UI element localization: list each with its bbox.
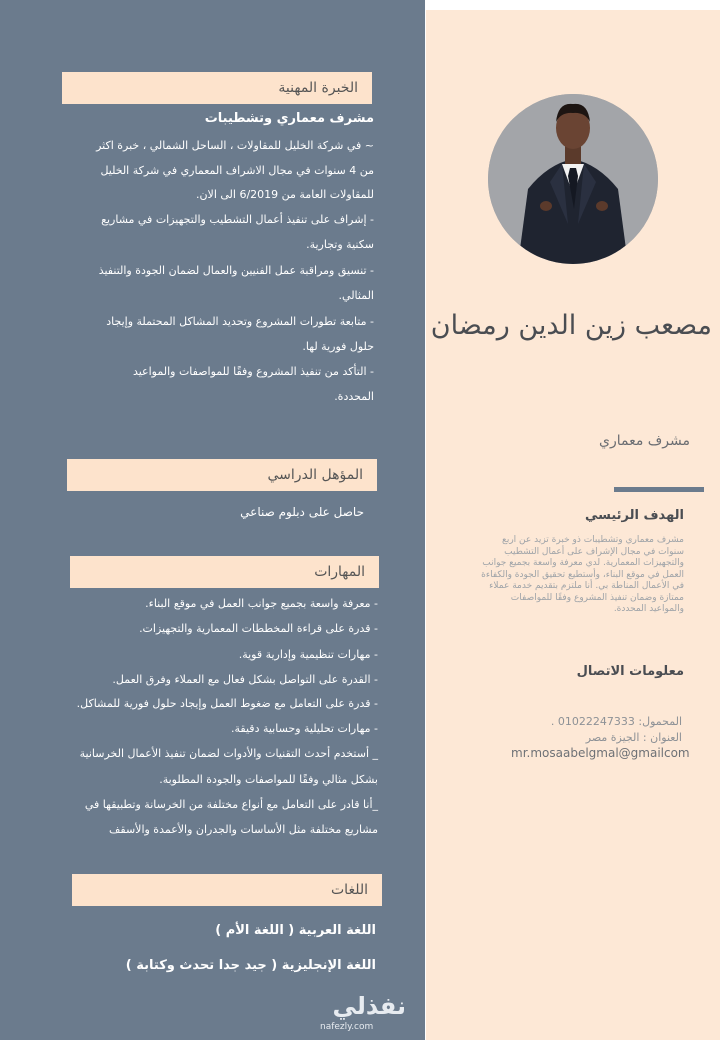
experience-job-title: مشرف معماري وتشطيبات (204, 111, 374, 126)
skill-item: - مهارات تحليلية وحسابية دقيقة. (231, 722, 378, 735)
experience-line: - التأكد من تنفيذ المشروع وفقًا للمواصفات والمواعيد (132, 365, 374, 378)
experience-line: - تنسيق ومراقبة عمل الفنيين والعمال لضمان الجودة والتنفيذ (98, 264, 374, 277)
experience-line: المثالي. (338, 289, 374, 302)
education-heading: المؤهل الدراسي (67, 459, 377, 491)
divider (614, 487, 704, 492)
skills-heading: المهارات (70, 556, 379, 588)
skill-item: مشاريع مختلفة مثل الأساسات والجدران والأعمدة والأسقف (109, 823, 378, 836)
profile-photo (488, 94, 658, 264)
nafezly-logo (316, 992, 406, 1032)
experience-line: المحددة. (334, 390, 374, 403)
language-item: اللغة الإنجليزية ( جيد جدا تحدث وكتابة ) (125, 958, 376, 973)
contact-heading: معلومات الاتصال (576, 664, 684, 679)
experience-line: ~ في شركة الخليل للمقاولات ، الساحل الشمالي ، خبرة اكثر (96, 139, 374, 152)
goal-text: مشرف معماري وتشطيبات ذو خبرة تزيد عن اربع سنوات في مجال الإشراف على أعمال التشطيب والتجهيزات المعمارية. لدي معرفة واسعة بجميع جوانب العمل في موقع البناء، وأستطيع تحقيق الجودة والكفاءة في الأعمال المناطة بي. أنا ملتزم بتقديم خدمة عملاء ممتازة وضمان تنفيذ المشروع وفقًا للمواصفات والمواعيد المحددة. (481, 535, 684, 614)
experience-line: للمقاولات العامة من 6/2019 الى الان. (195, 188, 374, 201)
contact-address: العنوان : الجيزة مصر (585, 731, 682, 744)
experience-line: حلول فورية لها. (302, 340, 374, 353)
job-title: مشرف معماري (598, 433, 690, 449)
experience-line: سكنية وتجارية. (306, 238, 374, 251)
skill-item: _أنا قادر على التعامل مع أنواع مختلفة من الخرسانة وتطبيقها في (84, 798, 378, 811)
experience-line: من 4 سنوات في مجال الاشراف المعماري في شركة الخليل (100, 164, 374, 177)
contact-email: mr.mosaabelgmal@gmailcom (511, 746, 690, 760)
skill-item: بشكل مثالي وفقًا للمواصفات والجودة المطلوبة. (159, 773, 378, 786)
language-item: اللغة العربية ( اللغة الأم ) (215, 923, 376, 938)
experience-line: - إشراف على تنفيذ أعمال التشطيب والتجهيزات في مشاريع (101, 213, 374, 226)
skill-item: - قدرة على قراءة المخططات المعمارية والتجهيزات. (139, 622, 378, 635)
logo-arabic-text: نفذلي (332, 992, 406, 1020)
skill-item: - قدرة على التعامل مع ضغوط العمل وإيجاد حلول فورية للمشاكل. (76, 697, 378, 710)
goal-heading: الهدف الرئيسي (584, 508, 684, 523)
logo-latin-text: nafezly.com (320, 1022, 374, 1032)
skill-item: _ أستخدم أحدث التقنيات والأدوات لضمان تنفيذ الأعمال الخرسانية (79, 747, 378, 760)
contact-phone: المحمول: 01022247333 . (550, 715, 682, 728)
full-name: مصعب زين الدين رمضان (430, 310, 712, 341)
languages-heading: اللغات (72, 874, 382, 906)
experience-line: - متابعة تطورات المشروع وتحديد المشاكل المحتملة وإيجاد (106, 315, 374, 328)
experience-heading: الخبرة المهنية (62, 72, 372, 104)
education-text: حاصل على دبلوم صناعي (240, 505, 364, 519)
skill-item: - مهارات تنظيمية وإدارية قوية. (238, 648, 378, 661)
skill-item: - معرفة واسعة بجميع جوانب العمل في موقع البناء. (145, 597, 378, 610)
skill-item: - القدرة على التواصل بشكل فعال مع العملاء وفرق العمل. (112, 673, 378, 686)
